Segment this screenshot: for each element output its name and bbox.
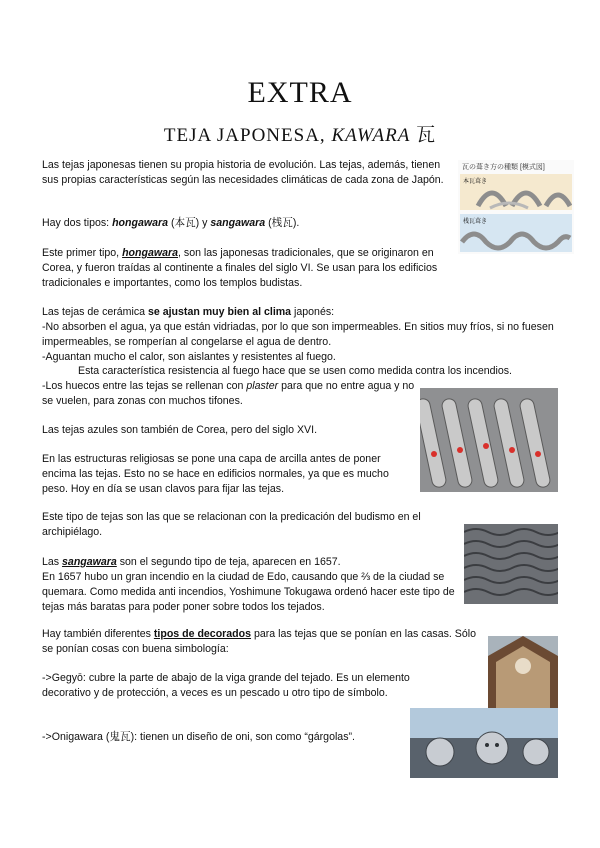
first-type-paragraph: Este primer tipo, hongawara, son las japonesas tradicionales, que se originaron en Corea, y fueron traídas al continente a finales del siglo VI. Se usan para los edificios tradicionales e importantes, como los templos budistas. (42, 247, 438, 289)
diagram-tag: [模式図] (519, 164, 545, 171)
hongawara-label: 本瓦葺き (463, 179, 488, 185)
roof-tiles-photo (420, 388, 558, 492)
sangawara-label: 桟瓦葺き (463, 219, 488, 225)
hongawara-panel (460, 174, 572, 210)
roof-tiles-photo-drawing (420, 388, 558, 492)
onigawara-photo-drawing (410, 708, 558, 778)
blue-tiles-paragraph: Las tejas azules son también de Corea, pero del siglo XVI. (42, 424, 318, 436)
diagram-header: 瓦の葺き方の種類 (462, 164, 518, 171)
gegyo-paragraph: ->Gegyō: cubre la parte de abajo de la viga grande del tejado. Es un elemento decorativo y de protección, a veces es un pescado u otro tipo de símbolo. (42, 672, 410, 699)
sangawara-panel (460, 214, 572, 252)
bullet-fire: Esta característica resistencia al fuego hace que se usen como medida contra los incendios. (78, 365, 512, 377)
gegyo-photo-drawing (488, 636, 558, 710)
bullet-heat: -Aguantan mucho el calor, son aislantes y resistentes al fuego. (42, 351, 336, 363)
bullet-water: -No absorben el agua, ya que están vidriadas, por lo que son impermeables. En sitios muy fríos, si no fuesen impermeables, se romperían al congelarse el agua de dentro. (42, 321, 554, 348)
sangawara-roof-photo (464, 524, 558, 604)
decor-paragraph: Hay también diferentes tipos de decorados para las tejas que se ponían en las casas. Sólo se ponían cosas con buena simbología: (42, 628, 476, 655)
types-paragraph: Hay dos tipos: hongawara (本瓦) y sangawara (桟瓦). (42, 217, 300, 229)
buddhism-paragraph: Este tipo de tejas son las que se relacionan con la predicación del budismo en el archipiélago. (42, 511, 421, 538)
page-subtitle: TEJA JAPONESA, KAWARA 瓦 (163, 125, 437, 146)
sangawara-tiles-drawing (460, 214, 572, 252)
hongawara-tiles-drawing (460, 174, 572, 210)
sangawara-roof-photo-drawing (464, 524, 558, 604)
sangawara-paragraph: Las sangawara son el segundo tipo de teja, aparecen en 1657. En 1657 hubo un gran incendio en la ciudad de Edo, causando que ⅔ de la ciudad se quemara. Como medida anti incendios, Yoshimune Tokugawa ordenó hacer este tipo de tejas más baratas para poder poner sobre todos los tejados. (42, 556, 455, 613)
tiling-diagram (458, 160, 574, 254)
bullet-gaps: -Los huecos entre las tejas se rellenan con plaster para que no entre agua y no se vuelen, para zonas con muchos tifones. (42, 380, 415, 407)
page-title: EXTRA (247, 76, 353, 109)
intro-paragraph: Las tejas japonesas tienen su propia historia de evolución. Las tejas, además, tienen sus propias características según las necesidades climáticas de cada zona de Japón. (42, 159, 444, 186)
religious-paragraph: En las estructuras religiosas se pone una capa de arcilla antes de poner encima las tejas. Esto no se hace en edificios normales, ya que es mucho peso. Hoy en día se usan clavos para fijar las tejas. (42, 453, 389, 495)
onigawara-paragraph: ->Onigawara (鬼瓦): tienen un diseño de oni, son como “gárgolas”. (42, 731, 355, 743)
gegyo-photo (488, 636, 558, 710)
ceramic-heading: Las tejas de cerámica se ajustan muy bien al clima japonés: (42, 306, 335, 318)
onigawara-photo (410, 708, 558, 778)
